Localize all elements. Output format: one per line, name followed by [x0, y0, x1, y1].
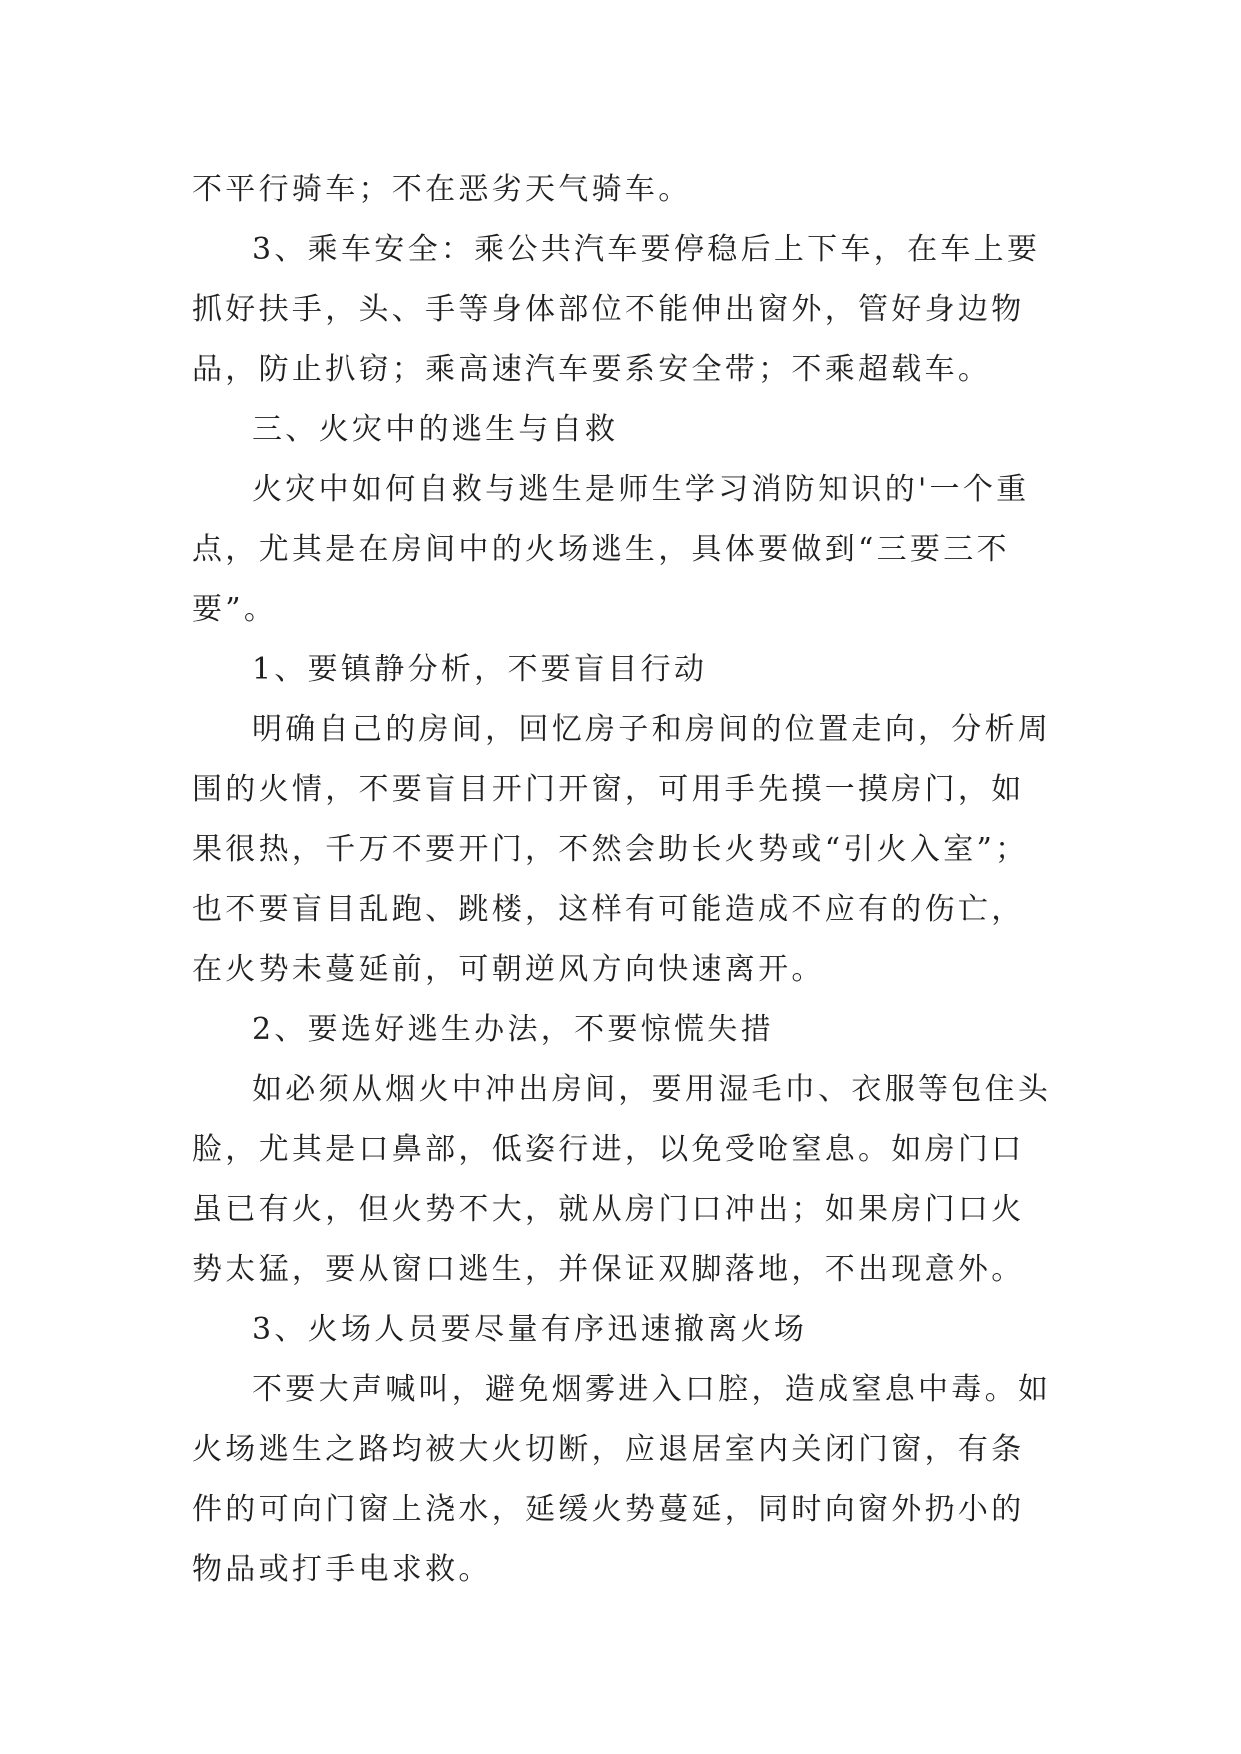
section-heading-fire-escape: 三、火灾中的逃生与自救: [252, 412, 619, 447]
subheading-stay-calm: 1、要镇静分析，不要盲目行动: [252, 652, 708, 687]
document-body: [192, 160, 1052, 1600]
paragraph-continuation: 不平行骑车；不在恶劣天气骑车。: [192, 172, 692, 207]
paragraph-stay-calm: 明确自己的房间，回忆房子和房间的位置走向，分析周围的火情，不要盲目开门开窗，可用手先摸一摸房门，如果很热，千万不要开门，不然会助长火势或“引火入室”；也不要盲目乱跑、跳楼，这样有可能造成不应有的伤亡，在火势未蔓延前，可朝逆风方向快速离开。: [192, 712, 1052, 987]
subheading-orderly-evacuation: 3、火场人员要尽量有序迅速撤离火场: [252, 1312, 808, 1347]
paragraph-choose-method: 如必须从烟火中冲出房间，要用湿毛巾、衣服等包住头脸，尤其是口鼻部，低姿行进，以免受呛窒息。如房门口虽已有火，但火势不大，就从房门口冲出；如果房门口火势太猛，要从窗口逃生，并保证双脚落地，不出现意外。: [192, 1072, 1052, 1287]
subheading-choose-method: 2、要选好逃生办法，不要惊慌失措: [252, 1012, 774, 1047]
paragraph-riding-safety: 3、乘车安全：乘公共汽车要停稳后上下车，在车上要抓好扶手，头、手等身体部位不能伸出窗外，管好身边物品，防止扒窃；乘高速汽车要系安全带；不乘超载车。: [192, 232, 1041, 387]
paragraph-orderly-evacuation: 不要大声喊叫，避免烟雾进入口腔，造成窒息中毒。如火场逃生之路均被大火切断，应退居室内关闭门窗，有条件的可向门窗上浇水，延缓火势蔓延，同时向窗外扔小的物品或打手电求救。: [192, 1372, 1052, 1587]
paragraph-fire-intro: 火灾中如何自救与逃生是师生学习消防知识的'一个重点，尤其是在房间中的火场逃生，具体要做到“三要三不要”。: [192, 472, 1030, 627]
